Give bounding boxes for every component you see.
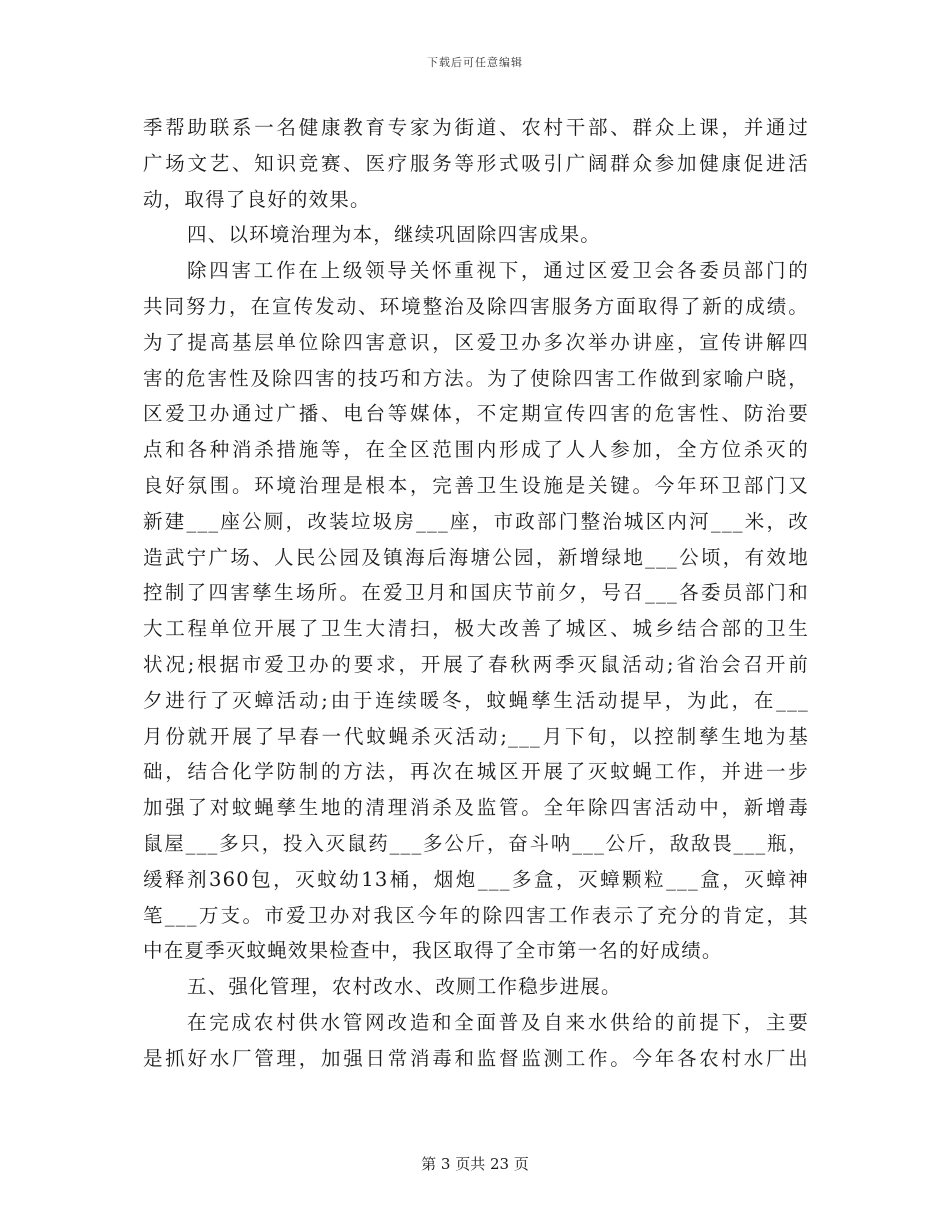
page-footer: 第 3 页共 23 页 — [421, 1155, 529, 1173]
text-line: 除四害工作在上级领导关怀重视下，通过区爱卫会各委员部门的 — [187, 259, 809, 283]
text-line: 础，结合化学防制的方法，再次在城区开展了灭蚊蝇工作，并进一步 — [143, 760, 809, 784]
text-line: 月份就开展了早春一代蚊蝇杀灭活动;___月下旬，以控制孳生地为基 — [143, 724, 809, 748]
text-line: 中在夏季灭蚊蝇效果检查中，我区取得了全市第一名的好成绩。 — [143, 939, 723, 963]
text-line: 害的危害性及除四害的技巧和方法。为了使除四害工作做到家喻户晓， — [143, 366, 809, 390]
text-line: 良好氛围。环境治理是根本，完善卫生设施是关键。今年环卫部门又 — [143, 473, 809, 497]
page-header: 下载后可任意编辑 — [427, 56, 523, 69]
text-line: 加强了对蚊蝇孳生地的清理消杀及监管。全年除四害活动中，新增毒 — [143, 796, 809, 820]
text-line: 点和各种消杀措施等，在全区范围内形成了人人参加，全方位杀灭的 — [143, 438, 809, 462]
text-line: 状况;根据市爱卫办的要求，开展了春秋两季灭鼠活动;省治会召开前 — [143, 652, 809, 676]
text-line: 新建___座公厕，改装垃圾房___座，市政部门整治城区内河___米，改 — [143, 509, 809, 533]
text-line: 笔___万支。市爱卫办对我区今年的除四害工作表示了充分的肯定，其 — [143, 903, 809, 927]
text-line: 大工程单位开展了卫生大清扫，极大改善了城区、城乡结合部的卫生 — [143, 617, 809, 641]
text-line: 季帮助联系一名健康教育专家为街道、农村干部、群众上课，并通过 — [143, 116, 809, 139]
text-line: 共同努力，在宣传发动、环境整治及除四害服务方面取得了新的成绩。 — [143, 294, 809, 318]
text-line: 是抓好水厂管理，加强日常消毒和监督监测工作。今年各农村水厂出 — [143, 1046, 809, 1070]
text-line: 动，取得了良好的效果。 — [143, 187, 371, 211]
text-line: 为了提高基层单位除四害意识，区爱卫办多次举办讲座，宣传讲解四 — [143, 330, 809, 354]
text-line: 在完成农村供水管网改造和全面普及自来水供给的前提下，主要 — [187, 1010, 809, 1034]
text-line: 广场文艺、知识竞赛、医疗服务等形式吸引广阔群众参加健康促进活 — [143, 151, 809, 175]
text-line: 控制了四害孳生场所。在爱卫月和国庆节前夕，号召___各委员部门和 — [143, 581, 809, 605]
text-line: 缓释剂360包，灭蚊幼13桶，烟炮___多盒，灭蟑颗粒___盒，灭蟑神 — [143, 867, 809, 891]
section-heading: 四、以环境治理为本，继续巩固除四害成果。 — [187, 223, 602, 247]
text-line: 鼠屋___多只，投入灭鼠药___多公斤，奋斗呐___公斤，敌敌畏___瓶， — [143, 831, 809, 855]
section-heading: 五、强化管理，农村改水、改厕工作稳步进展。 — [187, 975, 622, 999]
body-text — [143, 110, 809, 1077]
text-line: 区爱卫办通过广播、电台等媒体，不定期宣传四害的危害性、防治要 — [143, 402, 809, 426]
text-line: 造武宁广场、人民公园及镇海后海塘公园，新增绿地___公顷，有效地 — [143, 545, 809, 569]
text-line: 夕进行了灭蟑活动;由于连续暖冬，蚊蝇孳生活动提早，为此，在___ — [143, 688, 809, 712]
